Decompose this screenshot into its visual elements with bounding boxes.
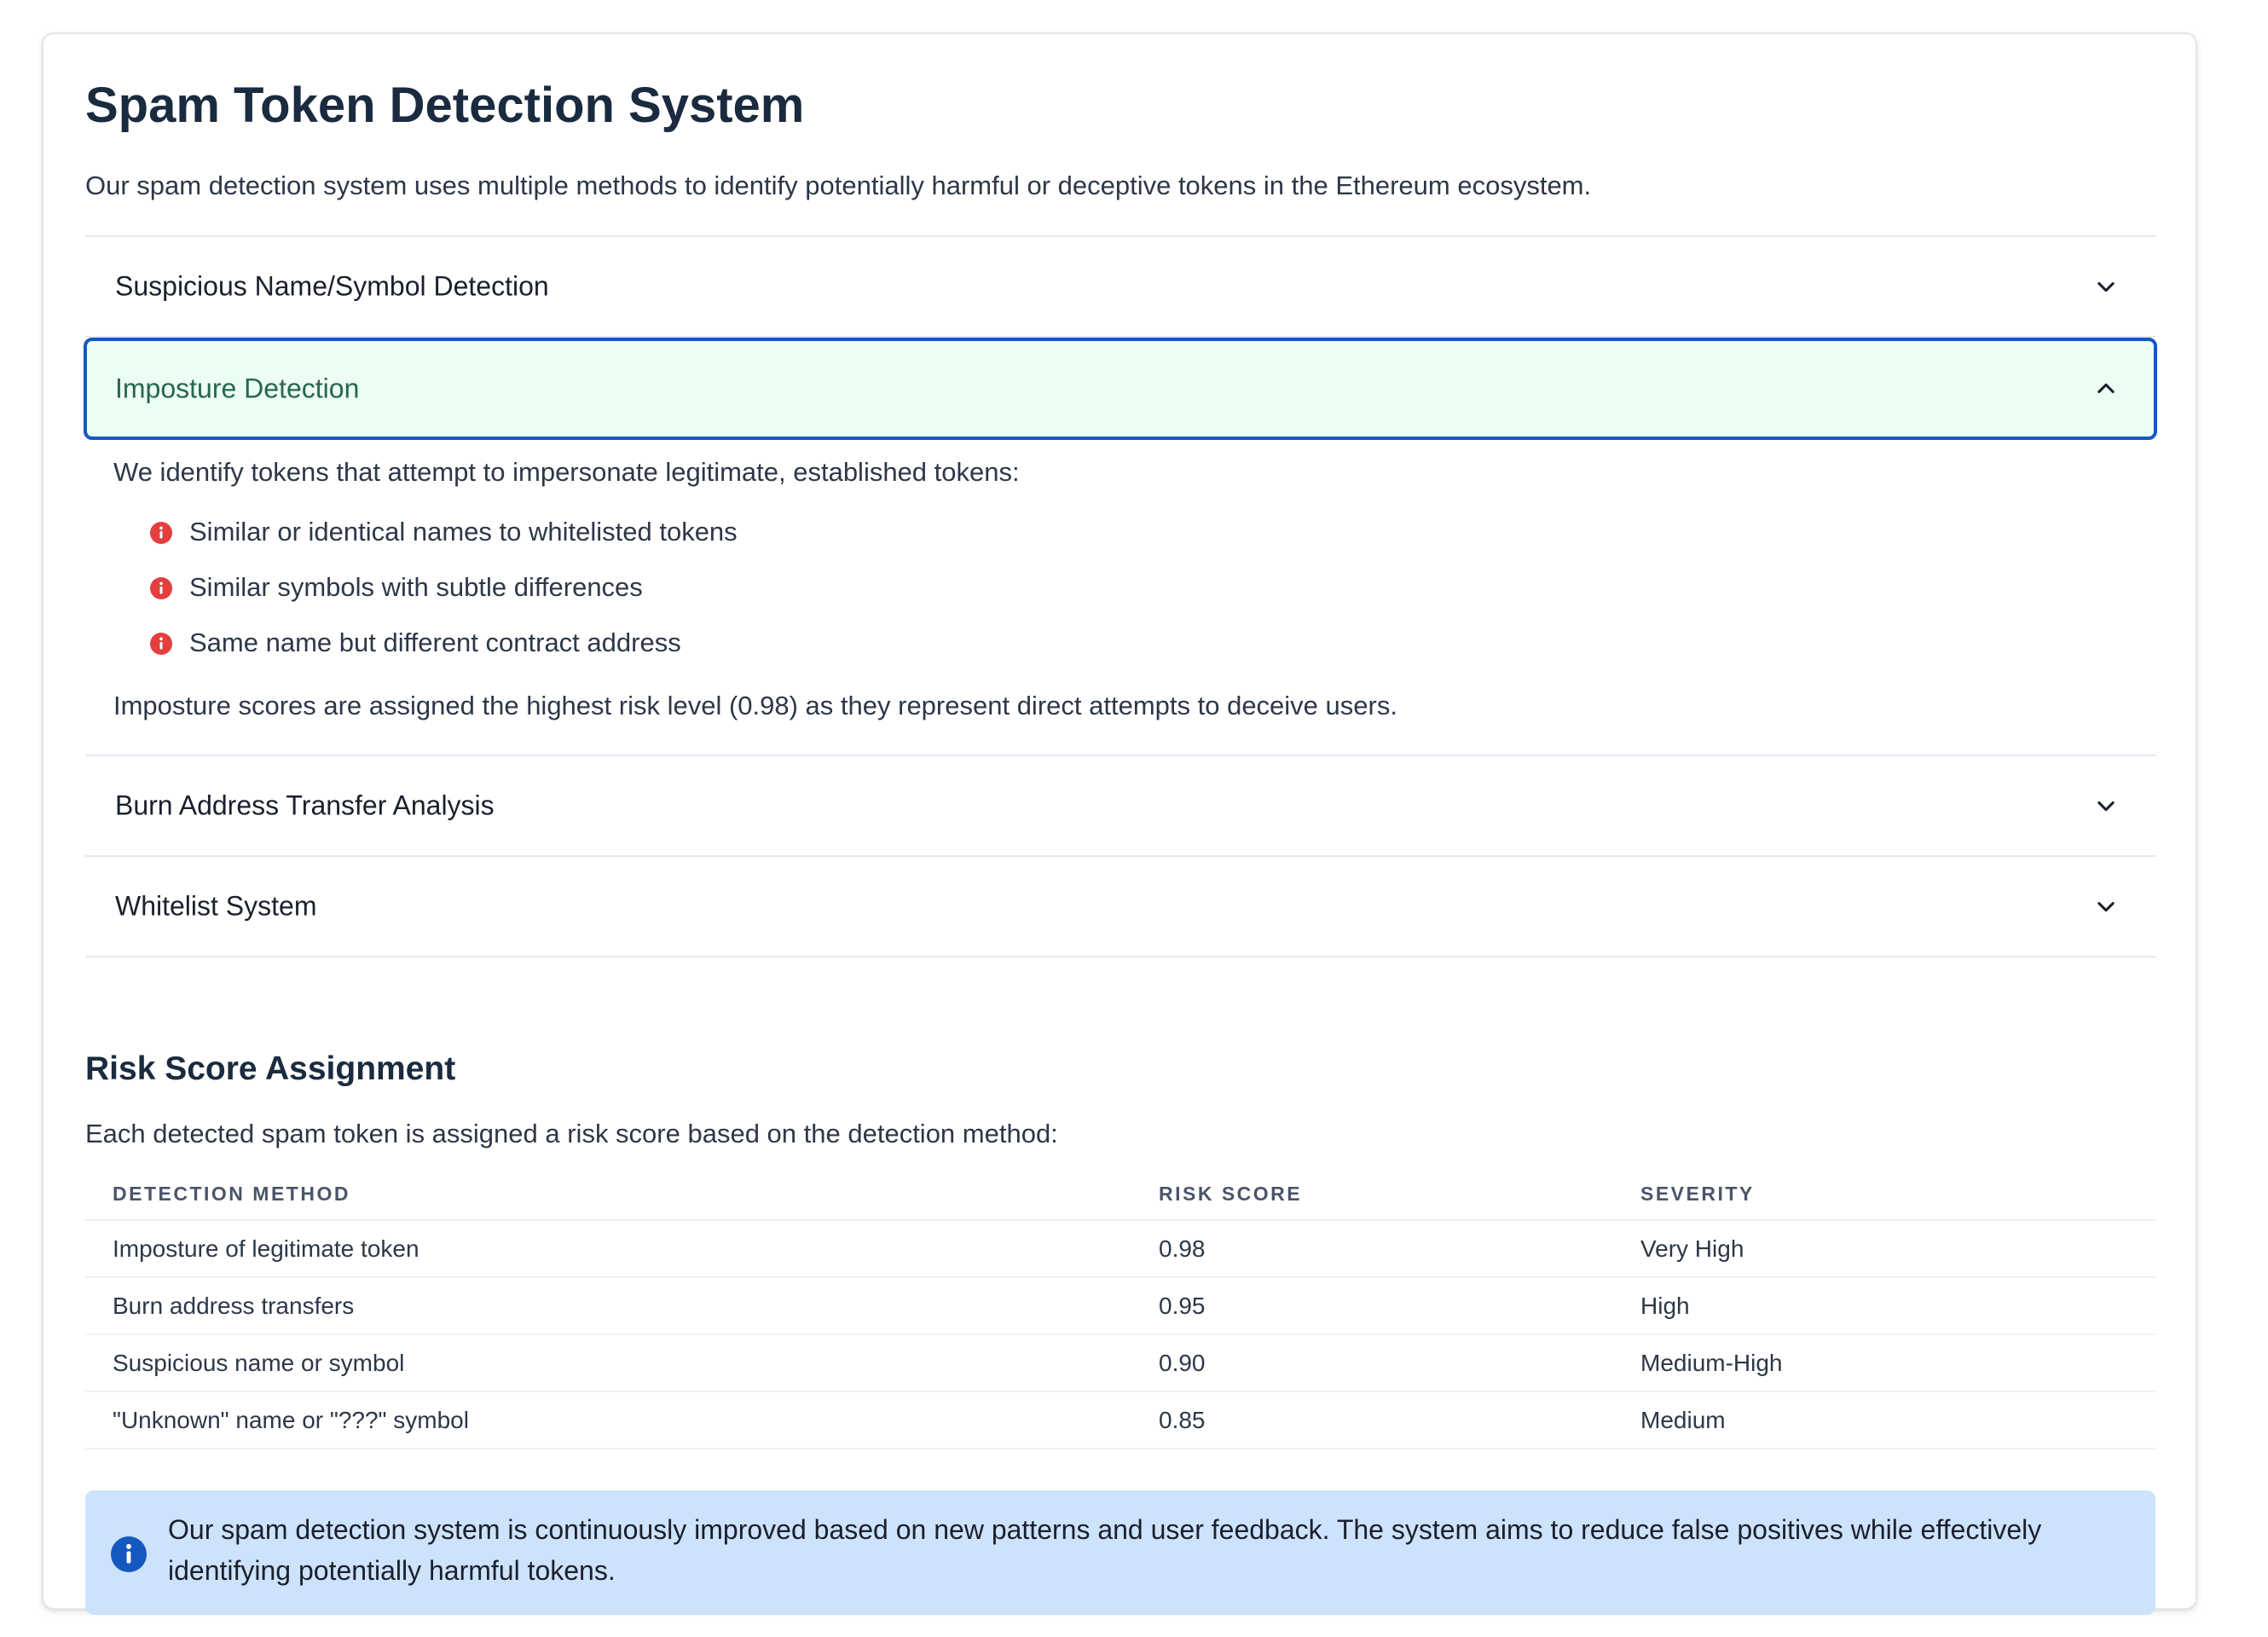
list-item-text: Similar symbols with subtle differences	[189, 572, 643, 602]
cell-severity: Medium	[1640, 1391, 2155, 1449]
table-header-row	[85, 1168, 2155, 1220]
accordion-title: Suspicious Name/Symbol Detection	[115, 270, 549, 302]
list-item	[150, 624, 738, 680]
cell-severity: High	[1640, 1277, 2155, 1334]
accordion-title: Imposture Detection	[115, 373, 360, 404]
column-header-method: DETECTION METHOD	[85, 1168, 1159, 1220]
warning-circle-icon	[150, 577, 172, 599]
info-note	[85, 1490, 2155, 1615]
chevron-up-icon	[2094, 377, 2118, 401]
cell-method: "Unknown" name or "???" symbol	[85, 1391, 1159, 1449]
spam-detection-card	[42, 32, 2197, 1610]
table-row	[85, 1220, 2155, 1277]
chevron-down-icon	[2094, 794, 2118, 818]
column-header-score: RISK SCORE	[1159, 1168, 1640, 1220]
table-row	[85, 1334, 2155, 1391]
cell-method: Suspicious name or symbol	[85, 1334, 1159, 1391]
accordion-header-burn-address[interactable]	[85, 756, 2155, 857]
cell-severity: Medium-High	[1640, 1334, 2155, 1391]
cell-score: 0.90	[1159, 1334, 1640, 1391]
list-item-text: Similar or identical names to whitelisted tokens	[189, 517, 738, 547]
note-text: Our spam detection system is continuously improved based on new patterns and user feedback. The system aims to reduce false positives while effectively identifying potentially harmful tokens.	[168, 1514, 2042, 1586]
cell-score: 0.85	[1159, 1391, 1640, 1449]
page-title: Spam Token Detection System	[85, 78, 805, 133]
chevron-down-icon	[2094, 275, 2118, 298]
cell-severity: Very High	[1640, 1220, 2155, 1277]
warning-circle-icon	[150, 522, 172, 544]
table-row	[85, 1391, 2155, 1449]
accordion-header-imposture[interactable]	[84, 338, 2157, 440]
accordion-title: Burn Address Transfer Analysis	[115, 790, 495, 821]
cell-method: Burn address transfers	[85, 1277, 1159, 1334]
detection-methods-accordion	[85, 235, 2155, 957]
risk-score-table	[85, 1168, 2155, 1449]
info-circle-icon	[111, 1536, 147, 1572]
warning-circle-icon	[150, 633, 172, 655]
panel-intro: We identify tokens that attempt to impersonate legitimate, established tokens:	[113, 457, 1020, 487]
cell-score: 0.95	[1159, 1277, 1640, 1334]
accordion-title: Whitelist System	[115, 890, 317, 922]
risk-section-intro: Each detected spam token is assigned a risk score based on the detection method:	[85, 1119, 1058, 1148]
accordion-panel-imposture	[85, 440, 2155, 756]
cell-method: Imposture of legitimate token	[85, 1220, 1159, 1277]
cell-score: 0.98	[1159, 1220, 1640, 1277]
list-item-text: Same name but different contract address	[189, 628, 681, 657]
accordion-header-whitelist[interactable]	[85, 857, 2155, 957]
table-row	[85, 1277, 2155, 1334]
list-item	[150, 569, 738, 624]
accordion-header-suspicious-name[interactable]	[85, 237, 2155, 338]
panel-outro: Imposture scores are assigned the highest risk level (0.98) as they represent direct attempts to deceive users.	[113, 691, 1397, 720]
chevron-down-icon	[2094, 894, 2118, 918]
page-intro: Our spam detection system uses multiple methods to identify potentially harmful or deceptive tokens in the Ethereum ecosystem.	[85, 171, 1592, 200]
risk-section-title: Risk Score Assignment	[85, 1050, 456, 1087]
column-header-severity: SEVERITY	[1640, 1168, 2155, 1220]
imposture-criteria-list	[150, 513, 738, 680]
list-item	[150, 513, 738, 569]
